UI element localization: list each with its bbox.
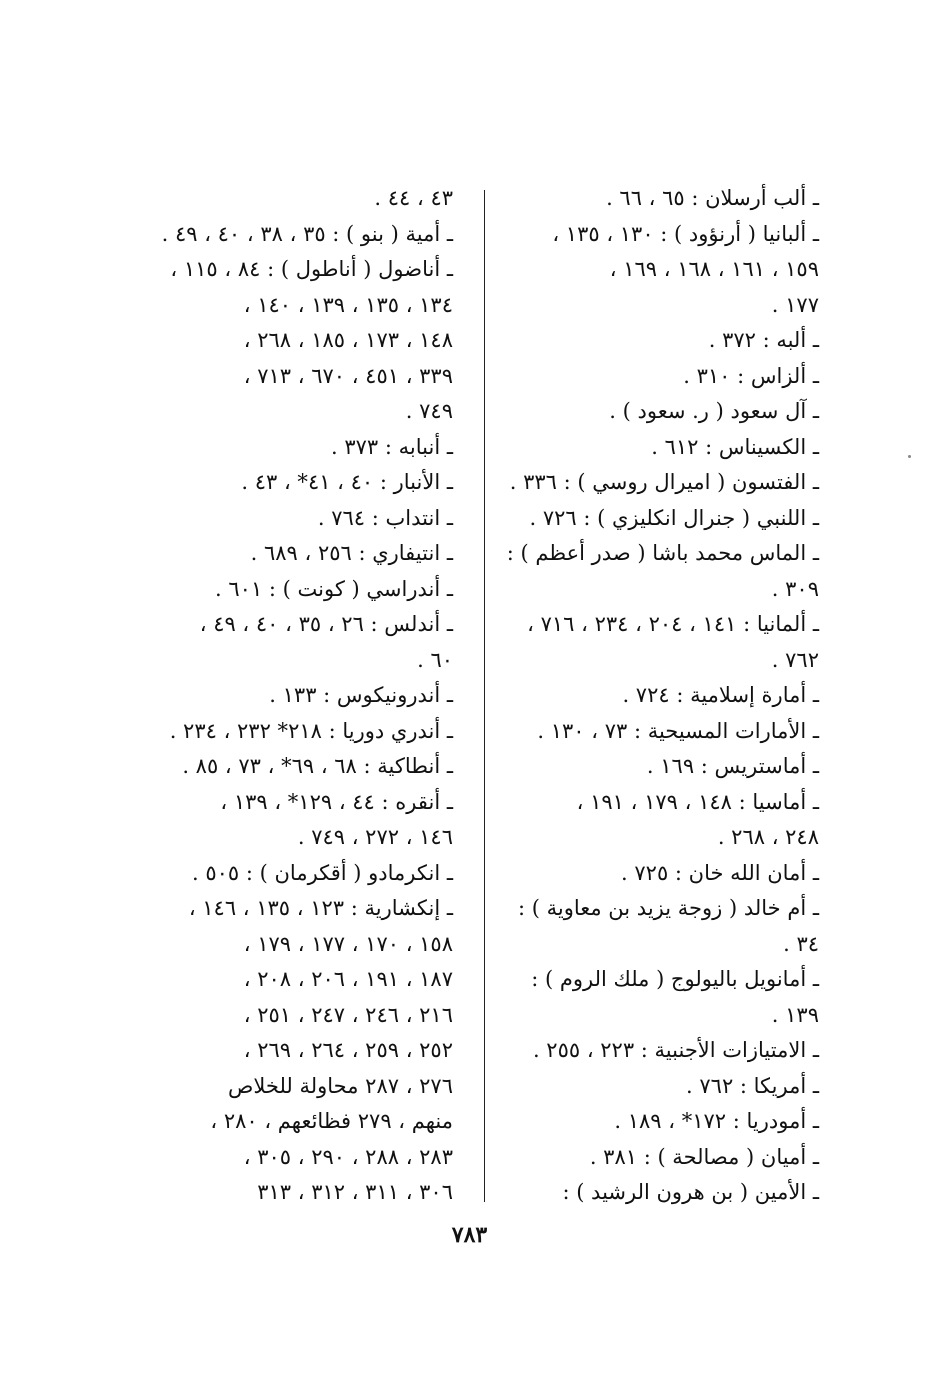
index-entry-line: ـ الفتسون ( اميرال روسي ) : ٣٣٦ .	[509, 470, 819, 494]
index-entry-line: ١٤٨ ، ١٧٣ ، ١٨٥ ، ٢٦٨ ،	[243, 328, 453, 352]
index-entry-line: ـ أنبابه : ٣٧٣ .	[331, 434, 453, 459]
index-entry-line: ٢٨٣ ، ٢٨٨ ، ٢٩٠ ، ٣٠٥ ،	[243, 1144, 453, 1169]
index-entry-line: ٣٣٩ ، ٤٥١ ، ٦٧٠ ، ٧١٣ ،	[243, 363, 453, 388]
index-entry-line: ـ ألبه : ٣٧٢ .	[708, 328, 819, 352]
stray-mark	[908, 455, 911, 458]
index-entry-line: ١٣٤ ، ١٣٥ ، ١٣٩ ، ١٤٠ ،	[243, 292, 453, 317]
index-entry-line: ـ أماستريس : ١٦٩ .	[646, 754, 819, 778]
index-entry-line: ـ أمان الله خان : ٧٢٥ .	[621, 860, 819, 885]
index-entry-line: ـ الماس محمد باشا ( صدر أعظم ) :	[506, 541, 819, 565]
index-entry-line: ـ أمارة إسلامية : ٧٢٤ .	[622, 683, 819, 707]
index-entry-line: ـ ألمانيا : ١٤١ ، ٢٠٤ ، ٢٣٤ ، ٧١٦ ،	[527, 612, 819, 636]
index-entry-line: ـ آل سعود ( ر. سعود ) .	[609, 399, 819, 423]
index-entry-line: ـ الأنبار : ٤٠ ، ٤١* ، ٤٣ .	[241, 470, 453, 494]
index-entry-line: ـ أمريكا : ٧٦٢ .	[686, 1073, 819, 1098]
index-entry-line: ـ ألب أرسلان : ٦٥ ، ٦٦ .	[606, 186, 819, 210]
index-entry-line: ـ ألزاس : ٣١٠ .	[683, 363, 819, 388]
index-entry-line: ٣٠٩ .	[771, 576, 819, 601]
index-entry-line: ٧٦٢ .	[771, 647, 819, 672]
index-entry-line: ٧٤٩ .	[405, 399, 453, 423]
index-entry-line: ٢٥٢ ، ٢٥٩ ، ٢٦٤ ، ٢٦٩ ،	[243, 1038, 453, 1062]
index-entry-line: ـ أندري دوريا : ٢١٨* ٢٣٢ ، ٢٣٤ .	[169, 718, 453, 743]
index-entry-line: ـ الأمارات المسيحية : ٧٣ ، ١٣٠ .	[537, 718, 819, 743]
index-entry-line: ـ أندراسي ( كونت ) : ٦٠١ .	[215, 576, 453, 601]
index-entry-line: ١٨٧ ، ١٩١ ، ٢٠٦ ، ٢٠٨ ،	[243, 967, 453, 991]
index-entry-line: ـ الكسيناس : ٦١٢ .	[651, 434, 819, 459]
index-entry-line: ـ أمية ( بنو ) : ٣٥ ، ٣٨ ، ٤٠ ، ٤٩ .	[161, 221, 453, 246]
page-number: ٧٨٣	[451, 1222, 488, 1248]
index-entry-line: ـ انتداب : ٧٦٤ .	[317, 505, 453, 530]
index-entry-line: ـ إنكشارية : ١٢٣ ، ١٣٥ ، ١٤٦ ،	[188, 896, 453, 920]
index-entry-line: ـ أناضول ( أناطول ) : ٨٤ ، ١١٥ ،	[170, 257, 453, 281]
index-entry-line: ـ أماسيا : ١٤٨ ، ١٧٩ ، ١٩١ ،	[576, 789, 819, 814]
index-entry-line: ٢٤٨ ، ٢٦٨ .	[717, 825, 819, 849]
index-entry-line: ١٤٦ ، ٢٧٢ ، ٧٤٩ .	[297, 825, 453, 849]
index-entry-line: ـ أندرونيكوس : ١٣٣ .	[269, 683, 453, 707]
index-entry-line: ٢١٦ ، ٢٤٦ ، ٢٤٧ ، ٢٥١ ،	[243, 1002, 453, 1027]
index-entry-line: ـ أندلس : ٢٦ ، ٣٥ ، ٤٠ ، ٤٩ ،	[199, 612, 453, 636]
index-entry-line: ٣٤ .	[783, 931, 819, 956]
index-entry-line: ـ أنطاكية : ٦٨ ، ٦٩* ، ٧٣ ، ٨٥ .	[182, 754, 453, 778]
index-entry-line: ـ أم خالد ( زوجة يزيد بن معاوية ) :	[517, 896, 819, 920]
index-entry-line: ـ أنقره : ٤٤ ، ١٢٩* ، ١٣٩ ،	[220, 789, 453, 814]
index-left-column	[123, 181, 453, 1211]
index-entry-line: ٢٧٦ ، ٢٨٧ محاولة للخلاص	[227, 1073, 453, 1098]
index-entry-line: ١٧٧ .	[771, 292, 819, 317]
index-entry-line: ٣٠٦ ، ٣١١ ، ٣١٢ ، ٣١٣	[257, 1180, 453, 1204]
index-entry-line: منهم ، ٢٧٩ فظائعهم ، ٢٨٠ ،	[210, 1109, 453, 1133]
index-entry-line: ـ أمودريا : ١٧٢* ، ١٨٩ .	[614, 1109, 819, 1133]
index-right-column	[484, 181, 819, 1211]
column-divider	[484, 190, 485, 1202]
index-entry-line: ٤٣ ، ٤٤ .	[374, 186, 453, 210]
index-entry-line: ـ انكرمادو ( أقكرمان ) : ٥٠٥ .	[192, 860, 453, 885]
index-entry-line: ـ الأمين ( بن هرون الرشيد ) :	[562, 1180, 819, 1204]
index-entry-line: ١٣٩ .	[771, 1002, 819, 1027]
index-entry-line: ـ الامتيازات الأجنبية : ٢٢٣ ، ٢٥٥ .	[532, 1038, 819, 1062]
index-entry-line: ـ أميان ( مصالحة ) : ٣٨١ .	[589, 1144, 819, 1169]
index-entry-line: ـ انتيفاري : ٢٥٦ ، ٦٨٩ .	[250, 541, 453, 565]
index-entry-line: ١٥٩ ، ١٦١ ، ١٦٨ ، ١٦٩ ،	[609, 257, 819, 281]
index-entry-line: ـ أمانويل باليولوج ( ملك الروم ) :	[531, 967, 819, 991]
index-entry-line: ٦٠ .	[417, 647, 453, 672]
index-entry-line: ـ ألبانيا ( أرنؤود ) : ١٣٠ ، ١٣٥ ،	[552, 221, 819, 246]
index-entry-line: ١٥٨ ، ١٧٠ ، ١٧٧ ، ١٧٩ ،	[243, 931, 453, 956]
index-entry-line: ـ اللنبي ( جنرال انكليزي ) : ٧٢٦ .	[529, 505, 819, 530]
